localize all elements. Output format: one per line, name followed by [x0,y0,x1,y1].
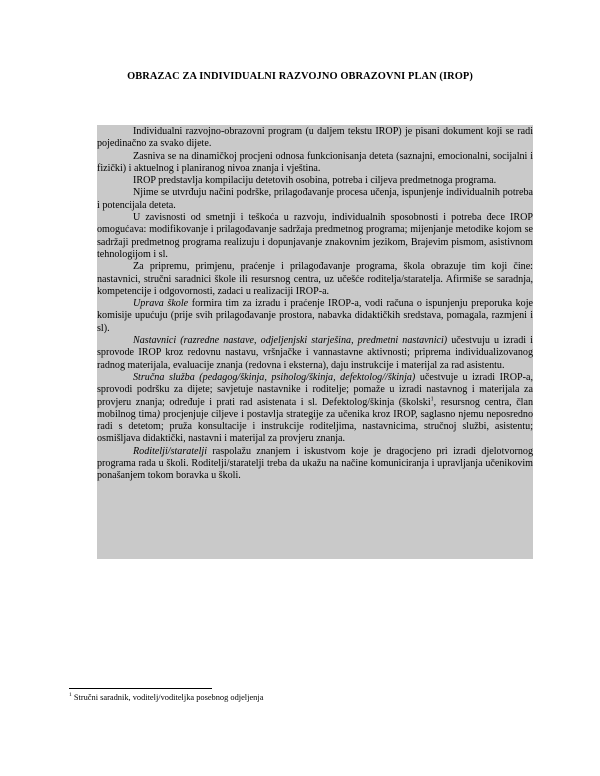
teachers-text: učestvuju u izradi i sprovode IROP kroz redovnu nastavu, vršnjačke i vannastavne aktivnosti; priprema individualizovanog radnog materijala, evaluacije znanja (redovna i eksterna), daju instrukcije i materijal za rad asistentu. [97,335,533,371]
parents-label: Roditelji/staratelji [133,445,208,457]
paragraph-teachers [97,335,533,372]
paragraph-parents [97,446,533,483]
professional-service-text-a: učestvuje u izradi IROP-a, sprovodi podršku za dijete; savjetuje nastavnike i roditelje; pomaže u izradi nastavnog i materijala za provjeru znanja; određuje i prati rad asistenata i sl. Defektolog/škinja (školski [97,371,533,408]
footnote [69,693,263,702]
footnote-separator [69,688,212,689]
footnote-marker: 1 [69,692,72,699]
document-title: OBRAZAC ZA INDIVIDUALNI RAZVOJNO OBRAZOVNI PLAN (IROP) [127,71,473,82]
paragraph-professional-service [97,372,533,446]
paragraph-definition: Individualni razvojno-obrazovni program (u daljem tekstu IROP) je pisani dokument koji se radi pojedinačno za svako dijete. [97,126,533,150]
school-management-label: Uprava škole [133,298,189,310]
paragraph-school-management [97,298,533,335]
paragraph-team: Za pripremu, primjenu, praćenje i prilagođavanje programa, škola obrazuje tim koji čine: nastavnici, stručni saradnici škole ili resursnog centra, uz učešće roditelja/staratelja. Afirmiše se saradnja, kompetencije i odgovornosti, zadaci u realizaciji IROP-a. [97,261,533,297]
parents-text: raspolažu znanjem i iskustvom koje je dragocjeno pri izradi djelotvornog programa rada u školi. Roditelji/staratelji treba da ukažu na načine komuniciranja i upravljanja učenikovim ponašanjem tokom boravka u školi. [97,445,533,482]
teachers-label: Nastavnici (razredne nastave, odjeljenjski starješina, predmetni nastavnici) [133,335,448,347]
professional-service-paren: ) [156,408,160,420]
footnote-reference: 1 [430,396,434,403]
paragraph-adaptation: U zavisnosti od smetnji i teškoća u razvoju, individualnih sposobnosti i potreba đece IROP omogućava: modifikovanje i prilagođavanje sadržaja predmetnog programa; mijenjanje metodike kojom se sadržaji predmetnog programa realizuju i dopunjavanje znakovnim jezikom, Brajevim pismom, asistivnom tehnologijom i sl. [97,212,533,260]
professional-service-label: Stručna služba (pedagog/škinja, psiholog/škinja, defektolog//škinja) [133,371,416,383]
paragraph-support: Njime se utvrđuju načini podrške, prilagođavanje procesa učenja, ispunjenje individualnih potreba i potencijala deteta. [97,187,533,211]
footnote-text: Stručni saradnik, voditelj/voditeljka posebnog odjeljenja [71,693,264,702]
professional-service-text-b: , resursnog centra, član mobilnog tima [97,396,533,420]
paragraph-basis: Zasniva se na dinamičkoj procjeni odnosa funkcionisanja deteta (saznajni, emocionalni, socijalni i fizički) i aktuelnog i planiranog nivoa znanja i vještina. [97,150,533,174]
document-body [97,126,533,483]
school-management-text: formira tim za izradu i praćenje IROP-a, vodi računa o ispunjenju preporuka koje komisije upućuju (prije svih prilagođavanje prostora, nabavka didaktičkih sredstava, pomagala, razmjeni i sl). [97,298,534,334]
professional-service-text-c: procjenjuje ciljeve i postavlja strategije za učenika kroz IROP, saglasno njemu neposredno radi s detetom; pruža konsultacije i instrukcije roditeljima, nastavnicima, stručnoj službi, asistentu; osmišljava didaktički, nastavni i materijal za provjeru znanja. [97,408,533,445]
paragraph-compilation: IROP predstavlja kompilaciju detetovih osobina, potreba i ciljeva predmetnoga programa. [133,175,497,187]
